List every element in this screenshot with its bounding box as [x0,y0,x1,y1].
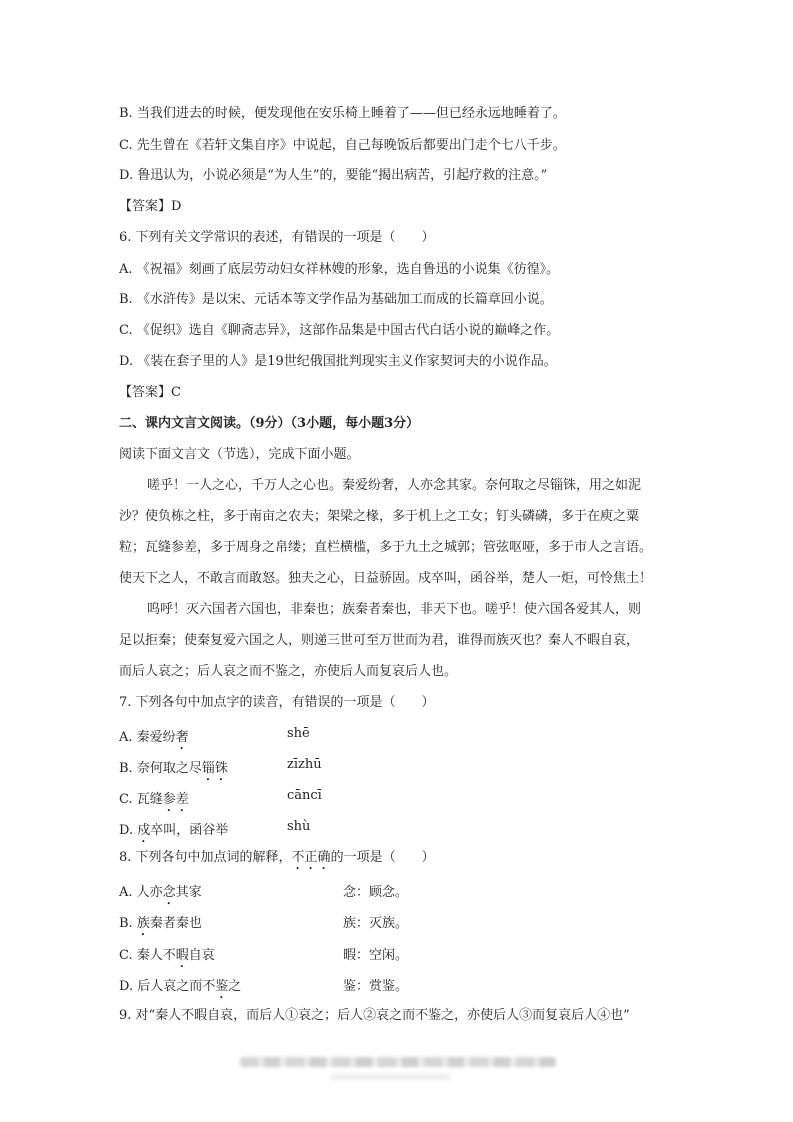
stem-text: 的一项是（ ） [330,850,435,865]
q7-option-d [119,819,228,846]
dotted-character: 奢 [175,730,189,745]
q8-option-d [119,975,241,1002]
q6-stem: 6. 下列有关文学常识的表述，有错误的一项是（ ） [119,230,435,245]
option-text: A. 秦爱纷 [119,730,176,745]
section-2-heading: 二、课内文言文阅读。（9分）（3小题，每小题3分） [119,416,420,431]
q8-option-a [119,881,202,908]
q6-option-c: C. 《促织》选自《聊斋志异》，这部作品集是中国古代白话小说的巅峰之作。 [119,323,560,338]
q7-stem: 7. 下列各句中加点字的读音，有错误的一项是（ ） [119,695,435,710]
blurred-footer [330,1074,450,1080]
option-text: D. [119,823,138,838]
q8-meaning-d: 鉴：赏鉴。 [343,979,409,994]
blurred-footer [240,1057,556,1067]
q5-option-c: C. 先生曾在《若轩文集自序》中说起，自己每晚饭后都要出门走个七八千步。 [119,138,566,153]
q7-pinyin-c: cāncī [287,788,322,803]
q9-stem: 9. 对“秦人不暇自哀，而后人①哀之；后人②哀之而不鉴之，亦使后人③而复哀后人④也” [119,1008,630,1023]
option-text: 之 [228,979,242,994]
option-text: 秦者秦也 [149,916,202,931]
q8-meaning-c: 暇：空闲。 [343,948,409,963]
passage-line: 呜呼！灭六国者六国也，非秦也；族秦者秦也，非天下也。嗟乎！使六国各爱其人，则 [147,602,642,617]
q5-option-b: B. 当我们进去的时候，便发现他在安乐椅上睡着了——但已经永远地睡着了。 [119,106,566,121]
option-text: D. 后人哀之而不 [119,979,216,994]
passage-line: 嗟乎！一人之心，千万人之心也。秦爱纷奢，人亦念其家。奈何取之尽锱铢，用之如泥 [147,478,642,493]
dotted-character: 参差 [162,792,189,807]
q8-option-c [119,944,215,971]
dotted-character: 戍 [137,823,151,838]
q7-option-a [119,726,189,753]
option-text: C. 秦人不 [119,948,176,963]
q5-answer: 【答案】D [119,199,182,214]
q8-option-b [119,912,202,939]
option-text: 卒叫，函谷举 [150,823,229,838]
q8-stem [119,850,435,873]
q7-pinyin-a: shē [287,726,310,741]
dotted-character: 念 [162,885,176,900]
option-text: B. [119,916,137,931]
option-text: C. 瓦缝 [119,792,163,807]
q7-option-b [119,757,228,784]
passage-line: 而后人哀之；后人哀之而不鉴之，亦使后人而复哀后人也。 [119,664,458,679]
option-text: 其家 [175,885,202,900]
q8-meaning-a: 念：顾念。 [343,885,409,900]
q6-option-a: A. 《祝福》刻画了底层劳动妇女祥林嫂的形象，选自鲁迅的小说集《彷徨》。 [119,262,560,277]
q8-meaning-b: 族：灭族。 [343,916,409,931]
option-text: A. 人亦 [119,885,163,900]
passage-line: 沙？使负栋之柱，多于南亩之农夫；架梁之椽，多于机上之工女；钉头磷磷，多于在庾之粟 [119,509,640,524]
q6-option-b: B. 《水浒传》是以宋、元话本等文学作品为基础加工而成的长篇章回小说。 [119,292,553,307]
dotted-character: 暇 [175,948,189,963]
dotted-character: 锱铢 [201,761,228,776]
dotted-character: 鉴 [215,979,229,994]
q6-option-d: D. 《装在套子里的人》是19世纪俄国批判现实主义作家契诃夫的小说作品。 [119,354,557,369]
dotted-character: 族 [136,916,150,931]
reading-instruction: 阅读下面文言文（节选），完成下面小题。 [119,447,360,462]
q7-pinyin-d: shù [287,819,311,834]
q7-pinyin-b: zīzhū [287,757,322,772]
stem-text: 8. 下列各句中加点词的解释， [119,850,292,865]
q7-option-c [119,788,189,815]
option-text: B. 奈何取之尽 [119,761,202,776]
q6-answer: 【答案】C [119,385,181,400]
dotted-emphasis: 不正确 [291,850,331,865]
option-text: 自哀 [188,948,215,963]
passage-line: 足以拒秦；使秦复爱六国之人，则递三世可至万世而为君，谁得而族灭也？秦人不暇自哀， [119,633,640,648]
q5-option-d: D. 鲁迅认为，小说必须是“为人生”的，要能“揭出病苦，引起疗救的注意。” [119,168,548,183]
passage-line: 粒；瓦缝参差，多于周身之帛缕；直栏横槛，多于九土之城郭；管弦呕哑，多于市人之言语。 [119,540,653,555]
passage-line: 使天下之人，不敢言而敢怒。独夫之心，日益骄固。戍卒叫，函谷举，楚人一炬，可怜焦土！ [119,571,653,586]
